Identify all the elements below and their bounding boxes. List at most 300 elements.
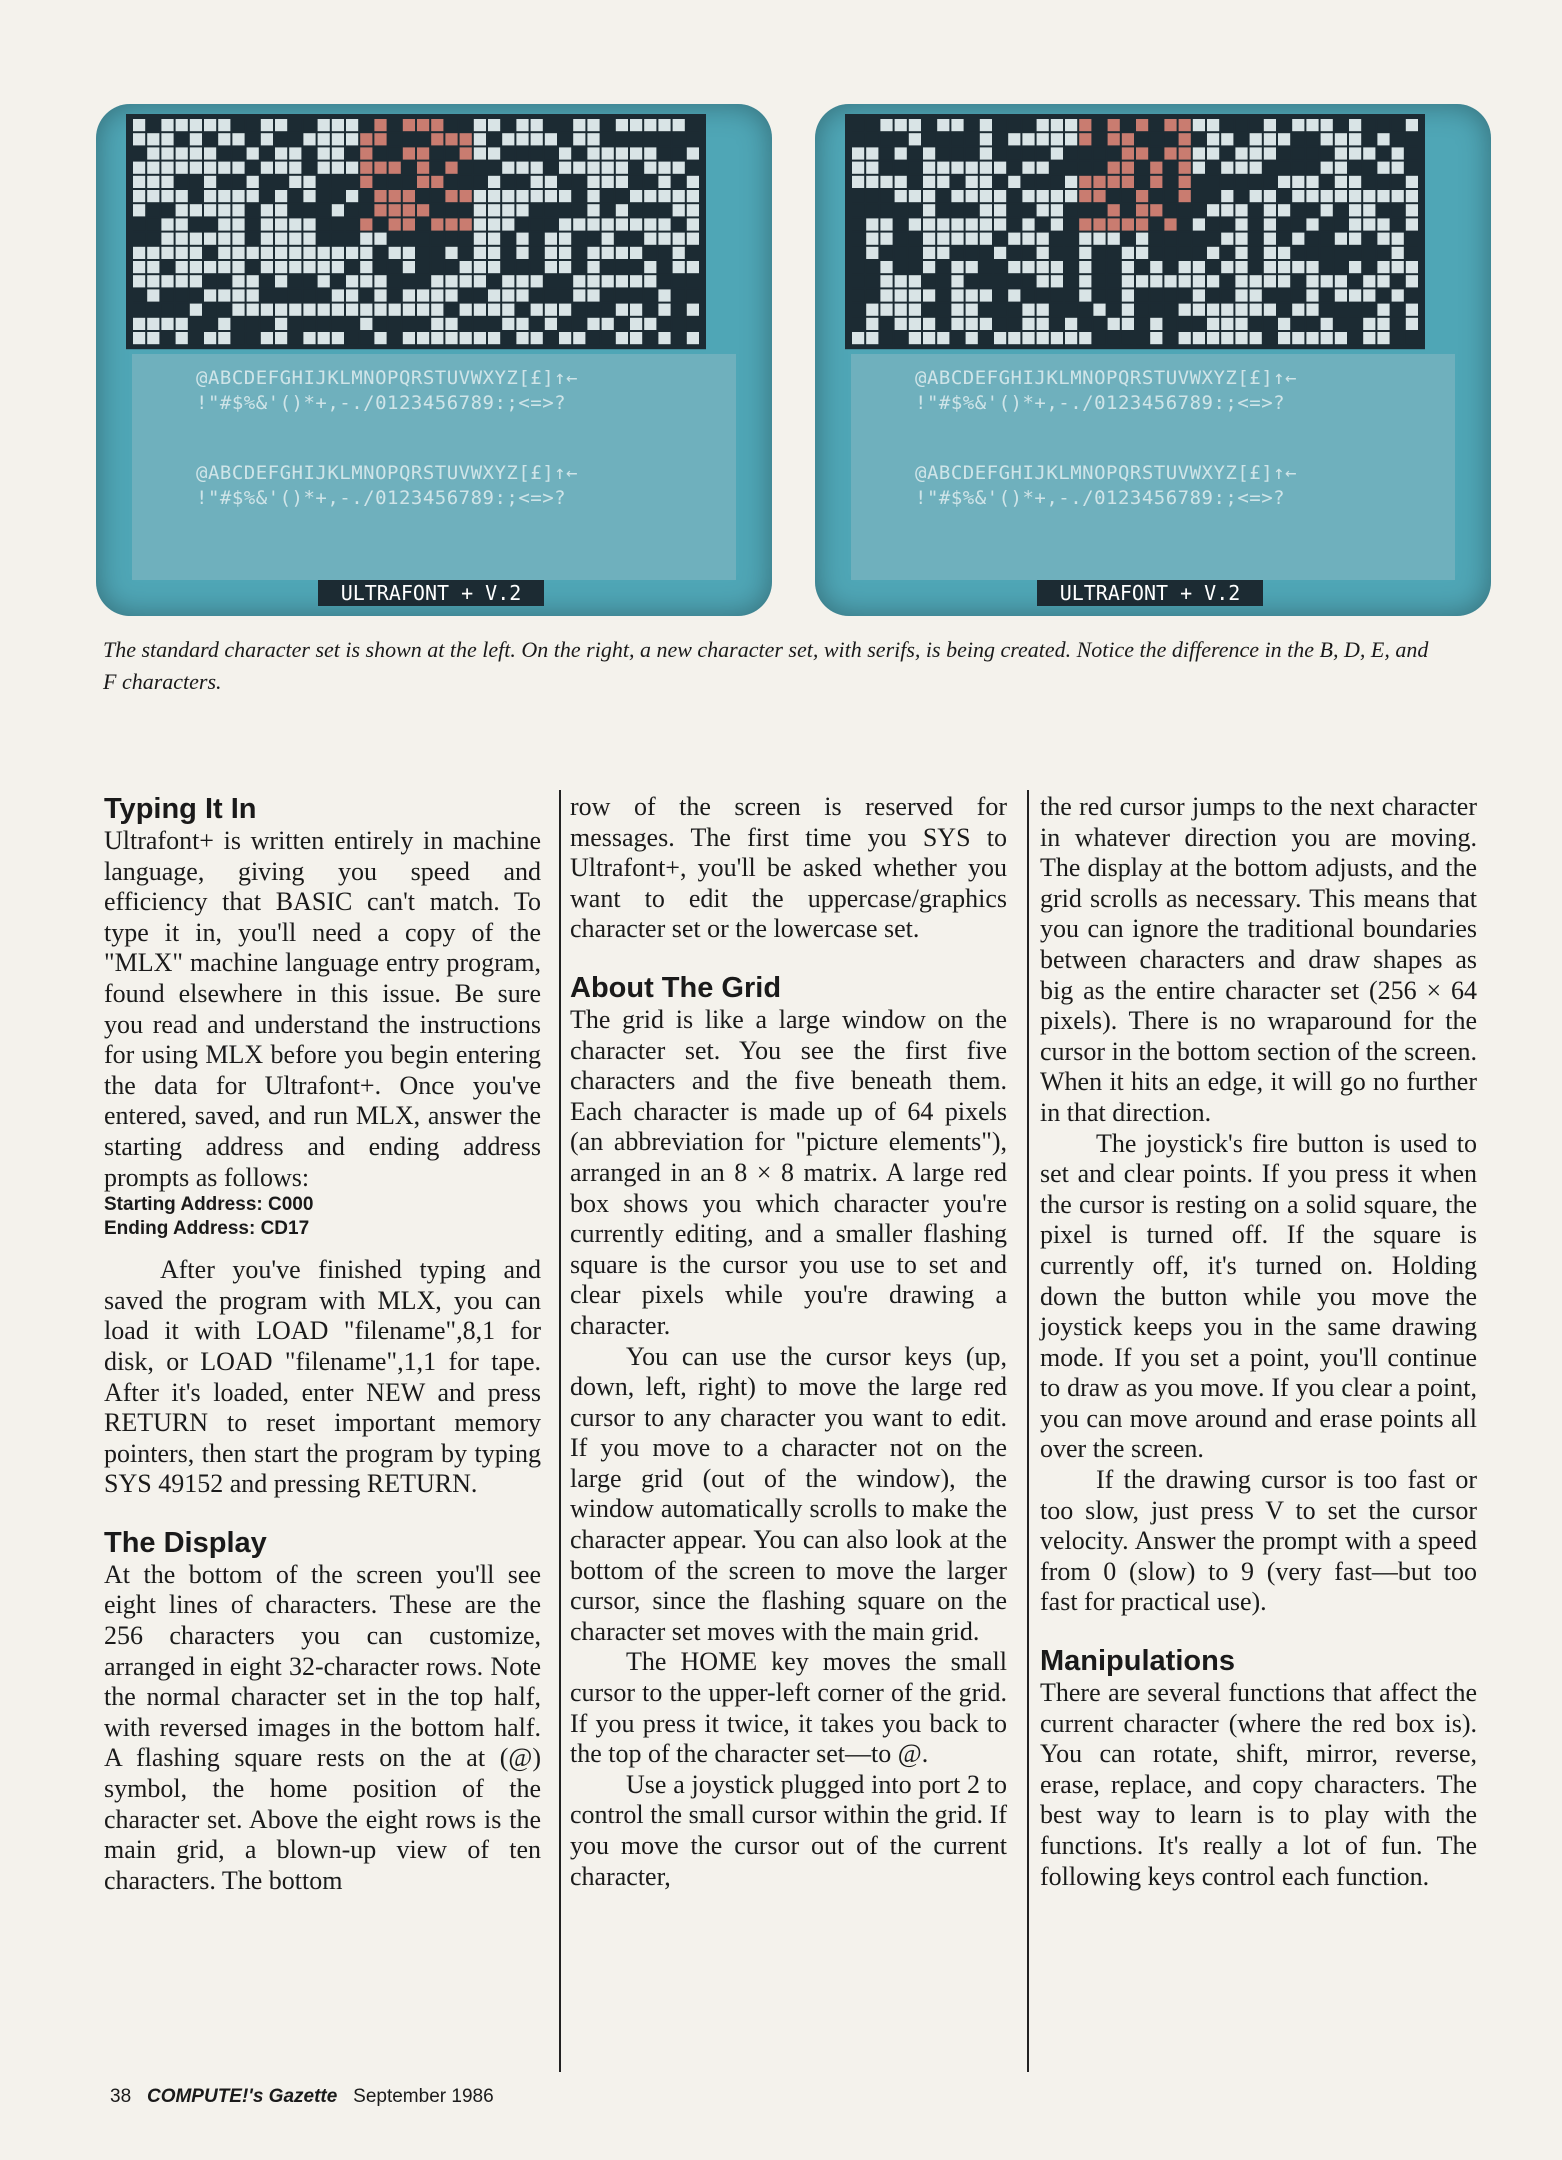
grid-pixel bbox=[289, 304, 301, 316]
grid-pixel bbox=[630, 190, 642, 202]
grid-pixel bbox=[403, 162, 415, 174]
grid-pixel bbox=[474, 247, 486, 259]
grid-pixel bbox=[1207, 119, 1219, 131]
grid-pixel bbox=[1150, 275, 1162, 287]
grid-pixel bbox=[289, 318, 301, 330]
grid-pixel bbox=[1349, 147, 1361, 159]
grid-pixel bbox=[616, 261, 628, 273]
grid-pixel bbox=[247, 190, 259, 202]
grid-pixel bbox=[289, 289, 301, 301]
grid-pixel bbox=[1278, 133, 1290, 145]
grid-pixel bbox=[1306, 190, 1318, 202]
grid-pixel bbox=[895, 190, 907, 202]
grid-pixel bbox=[176, 162, 188, 174]
grid-pixel bbox=[630, 176, 642, 188]
grid-pixel bbox=[1164, 318, 1176, 330]
grid-pixel bbox=[980, 233, 992, 245]
grid-pixel bbox=[1349, 204, 1361, 216]
grid-pixel bbox=[1363, 204, 1375, 216]
grid-pixel bbox=[1264, 147, 1276, 159]
grid-pixel bbox=[559, 233, 571, 245]
grid-pixel bbox=[937, 318, 949, 330]
grid-pixel bbox=[531, 218, 543, 230]
grid-pixel bbox=[1292, 119, 1304, 131]
grid-pixel bbox=[247, 119, 259, 131]
grid-pixel bbox=[658, 261, 670, 273]
grid-pixel bbox=[303, 147, 315, 159]
grid-pixel bbox=[488, 190, 500, 202]
grid-pixel bbox=[1292, 233, 1304, 245]
grid-pixel bbox=[176, 133, 188, 145]
grid-pixel bbox=[673, 275, 685, 287]
grid-pixel bbox=[866, 119, 878, 131]
grid-pixel bbox=[247, 275, 259, 287]
grid-pixel bbox=[1235, 233, 1247, 245]
grid-pixel bbox=[1108, 304, 1120, 316]
grid-pixel bbox=[1207, 332, 1219, 344]
grid-pixel bbox=[937, 332, 949, 344]
grid-pixel bbox=[966, 289, 978, 301]
grid-pixel bbox=[275, 332, 287, 344]
grid-pixel bbox=[630, 119, 642, 131]
grid-pixel bbox=[1079, 289, 1091, 301]
grid-pixel bbox=[573, 275, 585, 287]
grid-pixel bbox=[133, 133, 145, 145]
grid-pixel bbox=[1278, 204, 1290, 216]
grid-pixel bbox=[1037, 233, 1049, 245]
grid-pixel bbox=[1022, 261, 1034, 273]
grid-pixel bbox=[630, 332, 642, 344]
grid-pixel bbox=[852, 204, 864, 216]
grid-pixel bbox=[289, 332, 301, 344]
grid-pixel bbox=[559, 147, 571, 159]
grid-pixel bbox=[909, 133, 921, 145]
grid-pixel bbox=[133, 289, 145, 301]
grid-pixel bbox=[147, 318, 159, 330]
grid-pixel bbox=[176, 233, 188, 245]
grid-pixel bbox=[1193, 275, 1205, 287]
grid-pixel bbox=[218, 162, 230, 174]
grid-pixel bbox=[994, 176, 1006, 188]
grid-pixel bbox=[460, 147, 472, 159]
grid-pixel bbox=[630, 204, 642, 216]
grid-pixel bbox=[1150, 289, 1162, 301]
grid-pixel bbox=[616, 218, 628, 230]
grid-pixel bbox=[923, 218, 935, 230]
grid-pixel bbox=[1363, 133, 1375, 145]
grid-pixel bbox=[247, 304, 259, 316]
grid-pixel bbox=[161, 332, 173, 344]
grid-pixel bbox=[303, 304, 315, 316]
grid-pixel bbox=[488, 304, 500, 316]
grid-pixel bbox=[980, 204, 992, 216]
grid-pixel bbox=[176, 275, 188, 287]
charset-row: !"#$%&'()*+,-./0123456789:;<=>? bbox=[196, 392, 567, 414]
grid-pixel bbox=[261, 162, 273, 174]
grid-pixel bbox=[1179, 133, 1191, 145]
grid-pixel bbox=[1108, 247, 1120, 259]
grid-pixel bbox=[1150, 176, 1162, 188]
grid-pixel bbox=[318, 304, 330, 316]
grid-pixel bbox=[1349, 190, 1361, 202]
grid-pixel bbox=[658, 332, 670, 344]
grid-pixel bbox=[880, 304, 892, 316]
grid-pixel bbox=[573, 190, 585, 202]
grid-pixel bbox=[923, 119, 935, 131]
grid-pixel bbox=[1122, 275, 1134, 287]
grid-pixel bbox=[161, 176, 173, 188]
grid-pixel bbox=[1065, 176, 1077, 188]
grid-pixel bbox=[403, 275, 415, 287]
screenshot-standard-charset bbox=[96, 104, 772, 616]
grid-pixel bbox=[516, 289, 528, 301]
grid-pixel bbox=[332, 176, 344, 188]
grid-pixel bbox=[1306, 218, 1318, 230]
grid-pixel bbox=[573, 204, 585, 216]
grid-pixel bbox=[1363, 190, 1375, 202]
grid-pixel bbox=[1264, 176, 1276, 188]
grid-pixel bbox=[966, 304, 978, 316]
grid-pixel bbox=[1093, 318, 1105, 330]
grid-pixel bbox=[994, 147, 1006, 159]
grid-pixel bbox=[1292, 218, 1304, 230]
grid-pixel bbox=[1150, 162, 1162, 174]
grid-pixel bbox=[1122, 304, 1134, 316]
grid-pixel bbox=[360, 261, 372, 273]
grid-pixel bbox=[474, 304, 486, 316]
grid-pixel bbox=[966, 275, 978, 287]
grid-pixel bbox=[190, 176, 202, 188]
grid-pixel bbox=[460, 218, 472, 230]
grid-pixel bbox=[1321, 147, 1333, 159]
grid-pixel bbox=[1250, 147, 1262, 159]
grid-pixel bbox=[488, 147, 500, 159]
grid-pixel bbox=[1022, 289, 1034, 301]
grid-pixel bbox=[516, 176, 528, 188]
grid-pixel bbox=[644, 247, 656, 259]
grid-pixel bbox=[417, 318, 429, 330]
grid-pixel bbox=[332, 332, 344, 344]
grid-pixel bbox=[1164, 190, 1176, 202]
grid-pixel bbox=[303, 261, 315, 273]
grid-pixel bbox=[852, 289, 864, 301]
grid-pixel bbox=[488, 218, 500, 230]
grid-pixel bbox=[133, 176, 145, 188]
grid-pixel bbox=[923, 304, 935, 316]
charset-row: @ABCDEFGHIJKLMNOPQRSTUVWXYZ[£]↑← bbox=[915, 367, 1298, 389]
grid-pixel bbox=[1321, 233, 1333, 245]
grid-pixel bbox=[1193, 133, 1205, 145]
grid-pixel bbox=[332, 261, 344, 273]
grid-pixel bbox=[1235, 190, 1247, 202]
grid-pixel bbox=[1079, 147, 1091, 159]
grid-pixel bbox=[1037, 190, 1049, 202]
grid-pixel bbox=[1250, 176, 1262, 188]
grid-pixel bbox=[488, 176, 500, 188]
grid-pixel bbox=[232, 147, 244, 159]
grid-pixel bbox=[994, 261, 1006, 273]
grid-pixel bbox=[232, 318, 244, 330]
grid-pixel bbox=[1108, 162, 1120, 174]
grid-pixel bbox=[980, 332, 992, 344]
grid-pixel bbox=[460, 318, 472, 330]
grid-pixel bbox=[502, 204, 514, 216]
issue-date: September 1986 bbox=[353, 2086, 494, 2107]
grid-pixel bbox=[1008, 233, 1020, 245]
grid-pixel bbox=[587, 119, 599, 131]
grid-pixel bbox=[1406, 275, 1418, 287]
grid-pixel bbox=[937, 147, 949, 159]
grid-pixel bbox=[133, 204, 145, 216]
grid-pixel bbox=[1250, 289, 1262, 301]
grid-pixel bbox=[1193, 289, 1205, 301]
grid-pixel bbox=[389, 204, 401, 216]
grid-pixel bbox=[531, 204, 543, 216]
grid-pixel bbox=[602, 147, 614, 159]
grid-pixel bbox=[630, 218, 642, 230]
grid-pixel bbox=[1093, 190, 1105, 202]
grid-pixel bbox=[445, 289, 457, 301]
paragraph: At the bottom of the screen you'll see eight lines of characters. These are the 256 characters you can customize, arranged in eight 32-character rows. Note the normal character set in the top half, with reversed images in the bottom half. A flashing square rests on the at (@) symbol, the home position of the character set. Above the eight rows is the main grid, a blown-up view of ten characters. The bottom bbox=[104, 1559, 541, 1895]
grid-pixel bbox=[474, 133, 486, 145]
grid-pixel bbox=[951, 261, 963, 273]
grid-pixel bbox=[1264, 162, 1276, 174]
grid-pixel bbox=[966, 119, 978, 131]
grid-pixel bbox=[1065, 289, 1077, 301]
grid-pixel bbox=[994, 275, 1006, 287]
grid-pixel bbox=[1065, 133, 1077, 145]
grid-pixel bbox=[176, 204, 188, 216]
grid-pixel bbox=[573, 247, 585, 259]
grid-pixel bbox=[502, 318, 514, 330]
grid-pixel bbox=[389, 261, 401, 273]
grid-pixel bbox=[474, 190, 486, 202]
grid-pixel bbox=[1278, 162, 1290, 174]
grid-pixel bbox=[658, 147, 670, 159]
grid-pixel bbox=[374, 218, 386, 230]
grid-pixel bbox=[951, 275, 963, 287]
grid-pixel bbox=[1079, 119, 1091, 131]
grid-pixel bbox=[1136, 119, 1148, 131]
grid-pixel bbox=[909, 204, 921, 216]
grid-pixel bbox=[1179, 119, 1191, 131]
grid-pixel bbox=[445, 162, 457, 174]
grid-pixel bbox=[1079, 162, 1091, 174]
grid-pixel bbox=[966, 247, 978, 259]
grid-pixel bbox=[218, 275, 230, 287]
grid-pixel bbox=[923, 147, 935, 159]
grid-pixel bbox=[261, 204, 273, 216]
grid-pixel bbox=[909, 147, 921, 159]
grid-pixel bbox=[616, 176, 628, 188]
grid-pixel bbox=[951, 233, 963, 245]
grid-pixel bbox=[545, 119, 557, 131]
grid-pixel bbox=[1008, 332, 1020, 344]
grid-pixel bbox=[147, 289, 159, 301]
grid-pixel bbox=[147, 119, 159, 131]
grid-pixel bbox=[360, 133, 372, 145]
grid-pixel bbox=[1108, 289, 1120, 301]
grid-pixel bbox=[994, 190, 1006, 202]
grid-pixel bbox=[1079, 275, 1091, 287]
grid-pixel bbox=[190, 147, 202, 159]
grid-pixel bbox=[176, 261, 188, 273]
grid-pixel bbox=[1406, 204, 1418, 216]
grid-pixel bbox=[389, 289, 401, 301]
grid-pixel bbox=[1179, 190, 1191, 202]
grid-pixel bbox=[1108, 218, 1120, 230]
grid-pixel bbox=[630, 261, 642, 273]
grid-pixel bbox=[460, 304, 472, 316]
grid-pixel bbox=[687, 318, 699, 330]
grid-pixel bbox=[1349, 133, 1361, 145]
grid-pixel bbox=[1264, 318, 1276, 330]
grid-pixel bbox=[1079, 190, 1091, 202]
grid-pixel bbox=[1406, 247, 1418, 259]
grid-pixel bbox=[1264, 204, 1276, 216]
grid-pixel bbox=[1235, 247, 1247, 259]
grid-pixel bbox=[658, 233, 670, 245]
grid-pixel bbox=[966, 233, 978, 245]
grid-pixel bbox=[687, 119, 699, 131]
grid-pixel bbox=[275, 176, 287, 188]
grid-pixel bbox=[247, 332, 259, 344]
grid-pixel bbox=[1349, 304, 1361, 316]
grid-pixel bbox=[602, 162, 614, 174]
grid-pixel bbox=[531, 190, 543, 202]
grid-pixel bbox=[133, 119, 145, 131]
grid-pixel bbox=[1335, 162, 1347, 174]
grid-pixel bbox=[1193, 247, 1205, 259]
charset-row: @ABCDEFGHIJKLMNOPQRSTUVWXYZ[£]↑← bbox=[196, 367, 579, 389]
grid-pixel bbox=[630, 247, 642, 259]
grid-pixel bbox=[303, 332, 315, 344]
grid-pixel bbox=[673, 190, 685, 202]
grid-pixel bbox=[1051, 190, 1063, 202]
grid-pixel bbox=[417, 176, 429, 188]
grid-pixel bbox=[176, 318, 188, 330]
grid-pixel bbox=[275, 275, 287, 287]
grid-pixel bbox=[1235, 133, 1247, 145]
grid-pixel bbox=[644, 190, 656, 202]
grid-pixel bbox=[1093, 204, 1105, 216]
grid-pixel bbox=[687, 233, 699, 245]
grid-pixel bbox=[1051, 147, 1063, 159]
grid-pixel bbox=[1349, 162, 1361, 174]
grid-pixel bbox=[1406, 190, 1418, 202]
grid-pixel bbox=[573, 176, 585, 188]
grid-pixel bbox=[403, 190, 415, 202]
grid-pixel bbox=[474, 275, 486, 287]
grid-pixel bbox=[1207, 218, 1219, 230]
grid-pixel bbox=[1221, 119, 1233, 131]
grid-pixel bbox=[176, 147, 188, 159]
grid-pixel bbox=[1321, 289, 1333, 301]
grid-pixel bbox=[1335, 133, 1347, 145]
grid-pixel bbox=[573, 233, 585, 245]
grid-pixel bbox=[1392, 119, 1404, 131]
grid-pixel bbox=[644, 147, 656, 159]
grid-pixel bbox=[1179, 318, 1191, 330]
grid-pixel bbox=[1363, 289, 1375, 301]
grid-pixel bbox=[587, 218, 599, 230]
grid-pixel bbox=[1250, 162, 1262, 174]
grid-pixel bbox=[545, 318, 557, 330]
grid-pixel bbox=[852, 304, 864, 316]
grid-pixel bbox=[602, 176, 614, 188]
grid-pixel bbox=[374, 162, 386, 174]
grid-pixel bbox=[1179, 218, 1191, 230]
grid-pixel bbox=[687, 218, 699, 230]
grid-pixel bbox=[516, 332, 528, 344]
grid-pixel bbox=[1093, 176, 1105, 188]
grid-pixel bbox=[147, 218, 159, 230]
grid-pixel bbox=[389, 176, 401, 188]
grid-pixel bbox=[1306, 289, 1318, 301]
paragraph: After you've finished typing and saved the program with MLX, you can load it with LOAD "filename",8,1 for disk, or LOAD "filename",1,1 for tape. After it's loaded, enter NEW and press RETURN to reset important memory pointers, then start the program by typing SYS 49152 and pressing RETURN. bbox=[104, 1255, 541, 1499]
grid-pixel bbox=[460, 133, 472, 145]
grid-pixel bbox=[204, 133, 216, 145]
grid-pixel bbox=[474, 218, 486, 230]
grid-pixel bbox=[431, 176, 443, 188]
grid-pixel bbox=[630, 133, 642, 145]
grid-pixel bbox=[1292, 162, 1304, 174]
grid-pixel bbox=[218, 190, 230, 202]
grid-pixel bbox=[1321, 318, 1333, 330]
grid-pixel bbox=[980, 190, 992, 202]
grid-pixel bbox=[951, 190, 963, 202]
grid-pixel bbox=[1051, 204, 1063, 216]
grid-pixel bbox=[559, 204, 571, 216]
grid-pixel bbox=[1278, 233, 1290, 245]
grid-pixel bbox=[417, 233, 429, 245]
grid-pixel bbox=[460, 289, 472, 301]
grid-pixel bbox=[1235, 261, 1247, 273]
grid-pixel bbox=[1051, 261, 1063, 273]
grid-pixel bbox=[545, 190, 557, 202]
grid-pixel bbox=[923, 233, 935, 245]
grid-pixel bbox=[346, 176, 358, 188]
grid-pixel bbox=[474, 261, 486, 273]
grid-pixel bbox=[1335, 247, 1347, 259]
grid-pixel bbox=[374, 289, 386, 301]
grid-pixel bbox=[937, 289, 949, 301]
grid-pixel bbox=[658, 119, 670, 131]
paragraph: If the drawing cursor is too fast or too slow, just press V to set the cursor velocity. Answer the prompt with a speed from 0 (slow) to 9 (very fast—but too fast for practical use). bbox=[1040, 1465, 1477, 1617]
grid-pixel bbox=[190, 318, 202, 330]
grid-pixel bbox=[937, 176, 949, 188]
grid-pixel bbox=[346, 162, 358, 174]
grid-pixel bbox=[1363, 162, 1375, 174]
grid-pixel bbox=[980, 133, 992, 145]
grid-pixel bbox=[1108, 261, 1120, 273]
grid-pixel bbox=[673, 233, 685, 245]
grid-pixel bbox=[1122, 204, 1134, 216]
column-rule bbox=[559, 790, 561, 2072]
paragraph: The HOME key moves the small cursor to the upper-left corner of the grid. If you press it twice, it takes you back to the top of the character set—to @. bbox=[570, 1647, 1007, 1769]
grid-pixel bbox=[866, 233, 878, 245]
grid-pixel bbox=[1093, 304, 1105, 316]
article-column-3 bbox=[1040, 792, 1477, 1892]
grid-pixel bbox=[994, 332, 1006, 344]
grid-pixel bbox=[431, 119, 443, 131]
grid-pixel bbox=[1377, 318, 1389, 330]
grid-pixel bbox=[232, 261, 244, 273]
grid-pixel bbox=[403, 119, 415, 131]
grid-pixel bbox=[587, 190, 599, 202]
grid-pixel bbox=[951, 247, 963, 259]
grid-pixel bbox=[417, 190, 429, 202]
